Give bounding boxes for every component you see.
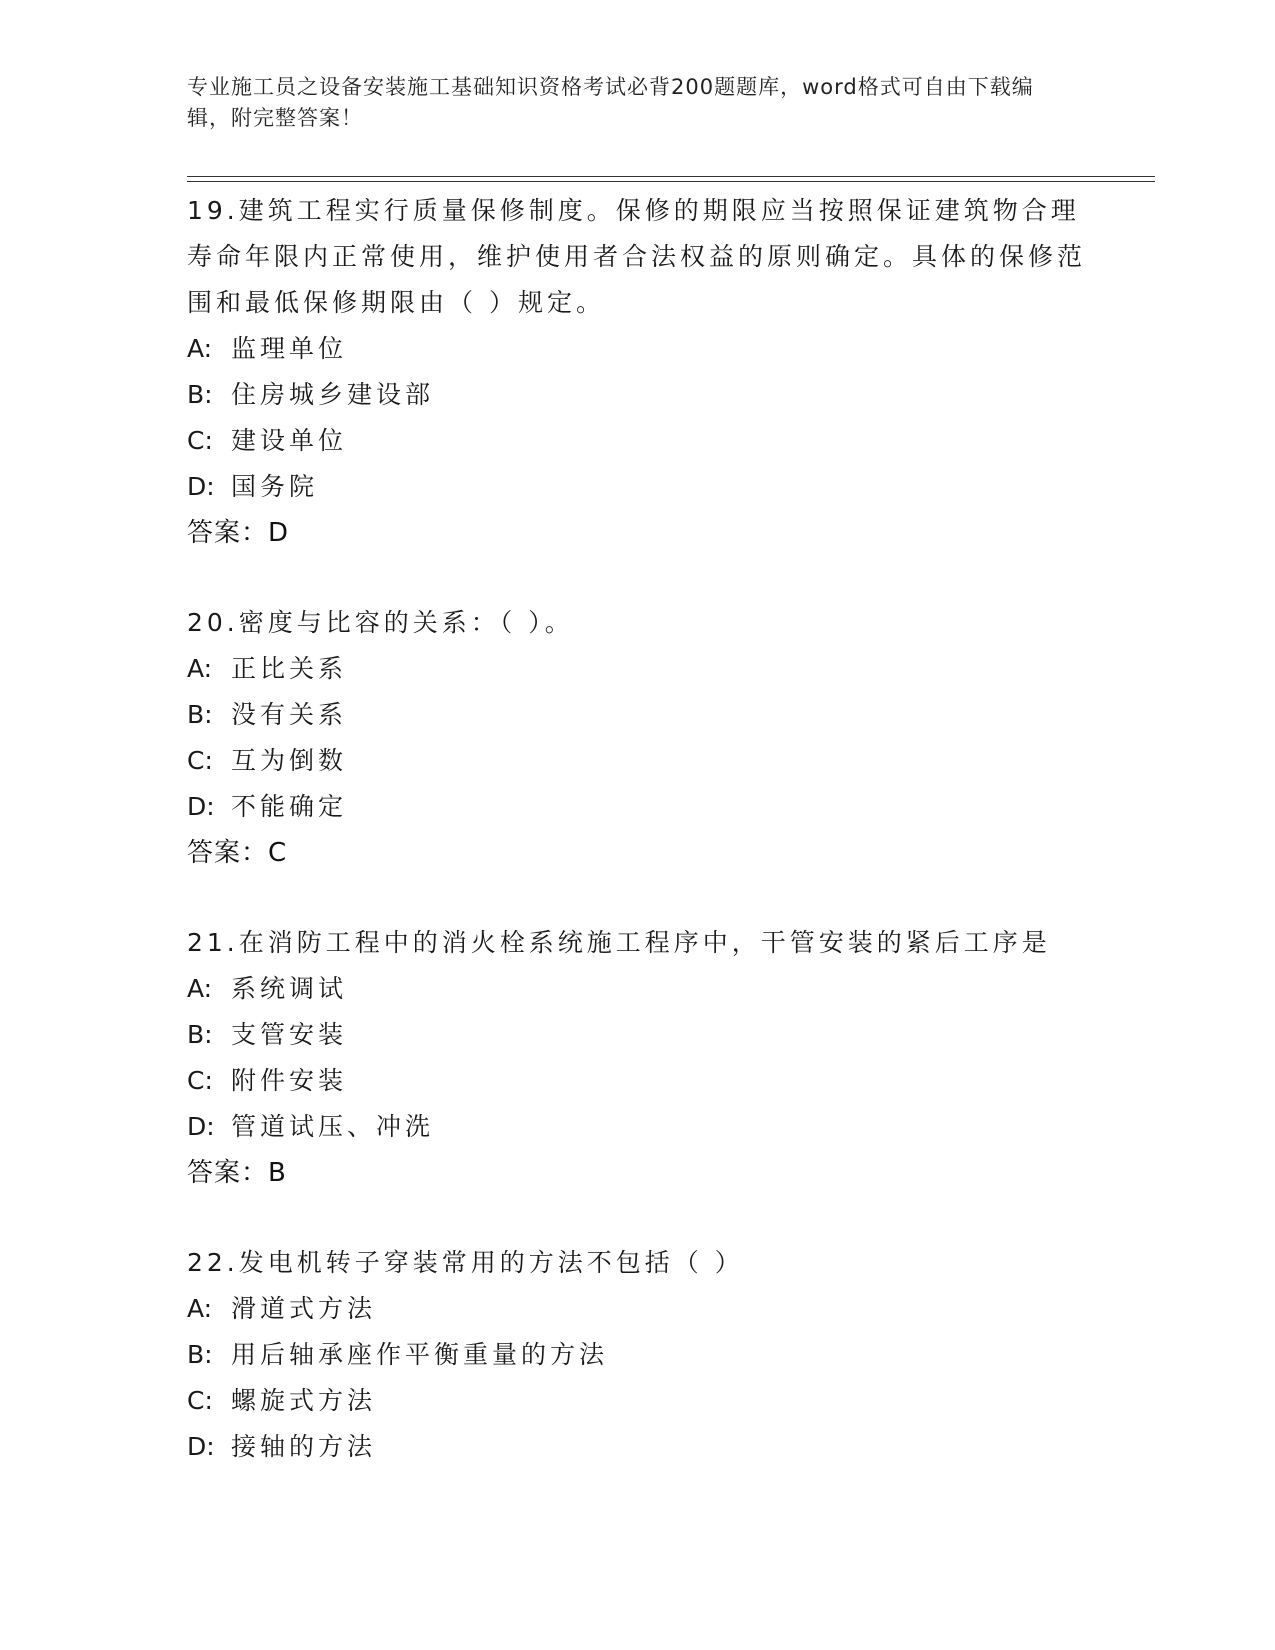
option-a xyxy=(187,1286,1087,1332)
option-c xyxy=(187,418,1087,464)
option-letter: D: xyxy=(187,472,215,501)
option-letter: B: xyxy=(187,700,213,729)
option-text: 用后轴承座作平衡重量的方法 xyxy=(231,1340,609,1369)
option-text: 正比关系 xyxy=(231,654,348,683)
option-letter: C: xyxy=(187,746,213,775)
option-b xyxy=(187,1012,1087,1058)
option-text: 住房城乡建设部 xyxy=(231,380,435,409)
question-22 xyxy=(187,1240,1087,1470)
option-letter: C: xyxy=(187,426,213,455)
option-letter: B: xyxy=(187,1020,213,1049)
question-20 xyxy=(187,600,1087,876)
answer-line: 答案：B xyxy=(187,1158,287,1188)
option-letter: D: xyxy=(187,1112,215,1141)
option-text: 管道试压、冲洗 xyxy=(231,1112,435,1141)
option-text: 建设单位 xyxy=(231,426,348,455)
option-letter: C: xyxy=(187,1066,213,1095)
option-letter: D: xyxy=(187,792,215,821)
option-letter: A: xyxy=(187,654,213,683)
option-text: 支管安装 xyxy=(231,1020,348,1049)
option-text: 系统调试 xyxy=(231,974,348,1003)
option-text: 没有关系 xyxy=(231,700,348,729)
question-stem: 20.密度与比容的关系：（ ）。 xyxy=(187,608,574,637)
option-a xyxy=(187,966,1087,1012)
question-stem: 22.发电机转子穿装常用的方法不包括（ ） xyxy=(187,1248,744,1277)
question-list xyxy=(187,188,1087,1514)
document-header: 专业施工员之设备安装施工基础知识资格考试必背200题题库，word格式可自由下载编辑，附完整答案！ xyxy=(187,75,1034,130)
option-letter: A: xyxy=(187,334,213,363)
option-b xyxy=(187,1332,1087,1378)
option-c xyxy=(187,1378,1087,1424)
option-text: 接轴的方法 xyxy=(231,1432,377,1461)
option-text: 螺旋式方法 xyxy=(231,1386,377,1415)
option-letter: A: xyxy=(187,1294,213,1323)
option-text: 滑道式方法 xyxy=(231,1294,377,1323)
answer-line: 答案：D xyxy=(187,518,290,548)
option-a xyxy=(187,326,1087,372)
option-letter: B: xyxy=(187,380,213,409)
option-text: 国务院 xyxy=(231,472,319,501)
option-text: 监理单位 xyxy=(231,334,348,363)
option-a xyxy=(187,646,1087,692)
header-divider-bottom xyxy=(187,181,1155,182)
question-stem: 19.建筑工程实行质量保修制度。保修的期限应当按照保证建筑物合理寿命年限内正常使用，维护使用者合法权益的原则确定。具体的保修范围和最低保修期限由（ ）规定。 xyxy=(187,196,1087,317)
option-letter: B: xyxy=(187,1340,213,1369)
option-letter: C: xyxy=(187,1386,213,1415)
option-d xyxy=(187,1104,1087,1150)
option-c xyxy=(187,738,1087,784)
option-letter: D: xyxy=(187,1432,215,1461)
question-19 xyxy=(187,188,1087,556)
option-text: 互为倒数 xyxy=(231,746,348,775)
option-d xyxy=(187,464,1087,510)
question-21 xyxy=(187,920,1087,1196)
option-b xyxy=(187,372,1087,418)
option-text: 附件安装 xyxy=(231,1066,348,1095)
question-stem: 21.在消防工程中的消火栓系统施工程序中，干管安装的紧后工序是 xyxy=(187,928,1051,957)
option-c xyxy=(187,1058,1087,1104)
option-b xyxy=(187,692,1087,738)
header-divider-top xyxy=(187,176,1155,177)
option-d xyxy=(187,784,1087,830)
option-d xyxy=(187,1424,1087,1470)
answer-line: 答案：C xyxy=(187,838,288,868)
option-letter: A: xyxy=(187,974,213,1003)
option-text: 不能确定 xyxy=(231,792,348,821)
